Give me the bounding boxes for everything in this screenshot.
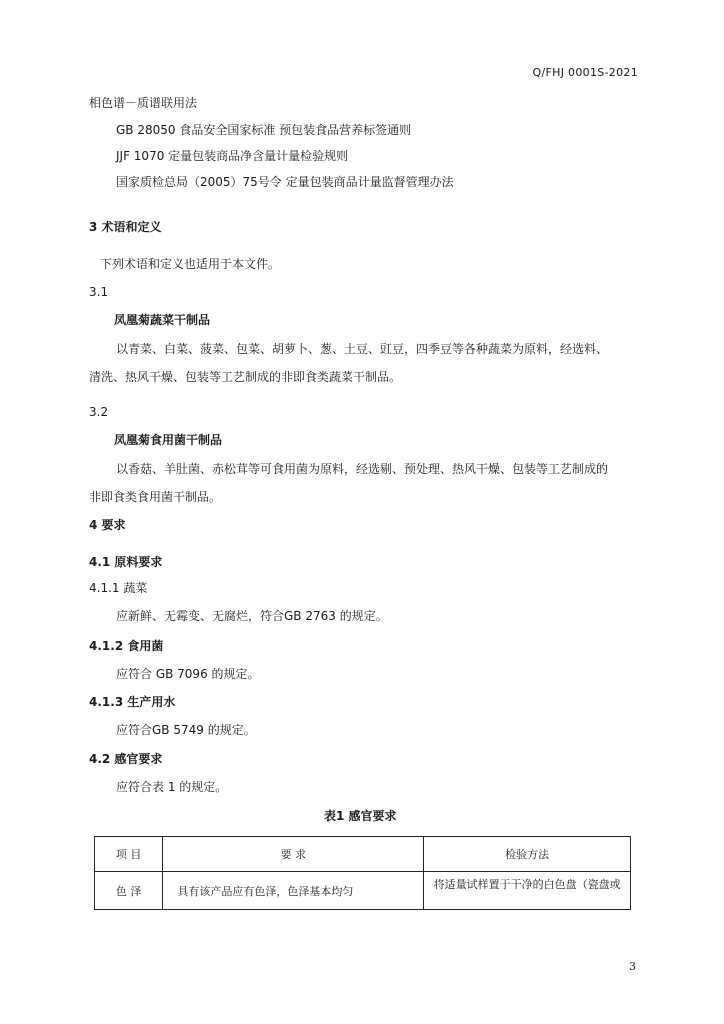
- section-4-2-text: 应符合表 1 的规定。: [116, 780, 228, 794]
- section-4-1-heading: 4.1 原料要求: [89, 555, 163, 569]
- cell-test-method: 将适量试样置于干净的白色盘（瓷盘或: [424, 872, 631, 910]
- section-4-2-heading: 4.2 感官要求: [89, 752, 163, 766]
- sensory-requirements-table: [94, 836, 631, 910]
- term-3-2-para-1: 以香菇、羊肚菌、赤松茸等可食用菌为原料，经选剔、预处理、热风干燥、包装等工艺制成的: [116, 462, 609, 476]
- table-row: [95, 872, 631, 910]
- header-requirement: 要 求: [163, 837, 424, 872]
- term-3-2-number: 3.2: [89, 405, 109, 419]
- table-header-row: [95, 837, 631, 872]
- section-3-heading: 3 术语和定义: [89, 220, 162, 234]
- section-4-1-1-heading: 4.1.1 蔬菜: [89, 581, 148, 595]
- section-4-1-3-heading: 4.1.3 生产用水: [89, 695, 176, 709]
- section-4-1-2-heading: 4.1.2 食用菌: [89, 639, 164, 653]
- section-4-heading: 4 要求: [89, 518, 126, 532]
- ref-line-1: 相色谱－质谱联用法: [89, 96, 198, 110]
- page-number: 3: [629, 960, 636, 973]
- section-4-1-1-text: 应新鲜、无霉变、无腐烂，符合GB 2763 的规定。: [116, 609, 388, 623]
- term-3-2-title: 凤凰菊食用菌干制品: [114, 433, 223, 447]
- header-item: 项 目: [95, 837, 163, 872]
- cell-item: 色 泽: [95, 872, 163, 910]
- ref-line-4: 国家质检总局（2005）75号令 定量包装商品计量监督管理办法: [116, 175, 454, 189]
- table-1-caption: 表1 感官要求: [324, 809, 397, 823]
- cell-requirement: 具有该产品应有色泽，色泽基本均匀: [163, 872, 424, 910]
- section-3-intro: 下列术语和定义也适用于本文件。: [100, 257, 281, 271]
- section-4-1-3-text: 应符合GB 5749 的规定。: [116, 723, 256, 737]
- ref-line-3: JJF 1070 定量包装商品净含量计量检验规则: [116, 149, 349, 163]
- section-4-1-2-text: 应符合 GB 7096 的规定。: [116, 667, 260, 681]
- term-3-1-number: 3.1: [89, 285, 109, 299]
- term-3-2-para-2: 非即食类食用菌干制品。: [89, 490, 222, 504]
- term-3-1-para-2: 清洗、热风干燥、包装等工艺制成的非即食类蔬菜干制品。: [89, 370, 402, 384]
- term-3-1-para-1: 以青菜、白菜、菠菜、包菜、胡萝卜、葱、土豆、豇豆，四季豆等各种蔬菜为原料，经选料、: [116, 342, 609, 356]
- header-test-method: 检验方法: [424, 837, 631, 872]
- term-3-1-title: 凤凰菊蔬菜干制品: [114, 313, 211, 327]
- document-code: Q/FHJ 0001S-2021: [532, 66, 638, 79]
- ref-line-2: GB 28050 食品安全国家标准 预包装食品营养标签通则: [116, 123, 412, 137]
